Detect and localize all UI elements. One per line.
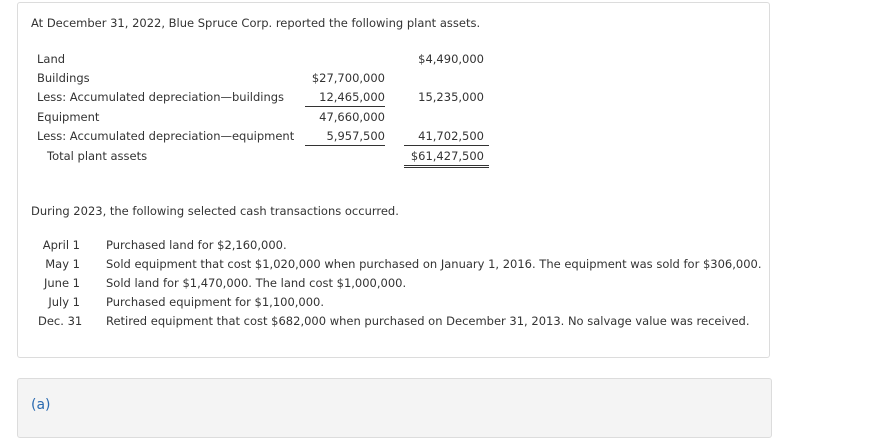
row-col2: $4,490,000 bbox=[418, 52, 484, 66]
table-row bbox=[18, 90, 758, 108]
list-item bbox=[18, 257, 762, 275]
transaction-text: Sold land for $1,470,000. The land cost $1,000,000. bbox=[106, 276, 407, 290]
row-col2: $61,427,500 bbox=[410, 149, 484, 163]
part-label: (a) bbox=[31, 397, 51, 413]
transaction-text: Purchased land for $2,160,000. bbox=[106, 238, 287, 252]
part-a-section bbox=[17, 378, 772, 438]
transaction-text: Sold equipment that cost $1,020,000 when purchased on January 1, 2016. The equipment was sold for $306,000. bbox=[106, 257, 762, 271]
table-row bbox=[18, 149, 758, 167]
transaction-text: Purchased equipment for $1,100,000. bbox=[106, 295, 325, 309]
transaction-date: April 1 bbox=[42, 238, 80, 252]
transaction-text: Retired equipment that cost $682,000 when purchased on December 31, 2013. No salvage value was received. bbox=[106, 314, 750, 328]
problem-intro: At December 31, 2022, Blue Spruce Corp. reported the following plant assets. bbox=[31, 16, 481, 30]
underline bbox=[404, 145, 489, 146]
transaction-date: July 1 bbox=[48, 295, 80, 309]
row-col2: 15,235,000 bbox=[418, 90, 484, 104]
transaction-date: Dec. 31 bbox=[38, 314, 83, 328]
row-col1: 12,465,000 bbox=[319, 90, 385, 104]
row-col1: 47,660,000 bbox=[319, 110, 385, 124]
row-label: Less: Accumulated depreciation—equipment bbox=[37, 129, 295, 143]
row-label: Less: Accumulated depreciation—buildings bbox=[37, 90, 285, 104]
row-col1: 5,957,500 bbox=[326, 129, 385, 143]
list-item bbox=[18, 295, 758, 313]
transaction-date: June 1 bbox=[43, 276, 80, 290]
row-label: Land bbox=[37, 52, 66, 66]
list-item bbox=[18, 276, 758, 294]
transaction-date: May 1 bbox=[45, 257, 80, 271]
list-item bbox=[18, 314, 758, 332]
problem-card bbox=[17, 2, 770, 358]
table-row bbox=[18, 52, 758, 70]
table-row bbox=[18, 129, 758, 147]
underline bbox=[305, 145, 385, 146]
double-underline bbox=[404, 165, 489, 168]
row-label: Equipment bbox=[37, 110, 100, 124]
table-row bbox=[18, 110, 758, 128]
underline bbox=[305, 106, 385, 107]
transactions-intro: During 2023, the following selected cash transactions occurred. bbox=[31, 204, 399, 218]
row-label: Total plant assets bbox=[47, 149, 148, 163]
row-col1: $27,700,000 bbox=[311, 71, 385, 85]
list-item bbox=[18, 238, 758, 256]
table-row bbox=[18, 71, 758, 89]
row-col2: 41,702,500 bbox=[418, 129, 484, 143]
row-label: Buildings bbox=[37, 71, 90, 85]
